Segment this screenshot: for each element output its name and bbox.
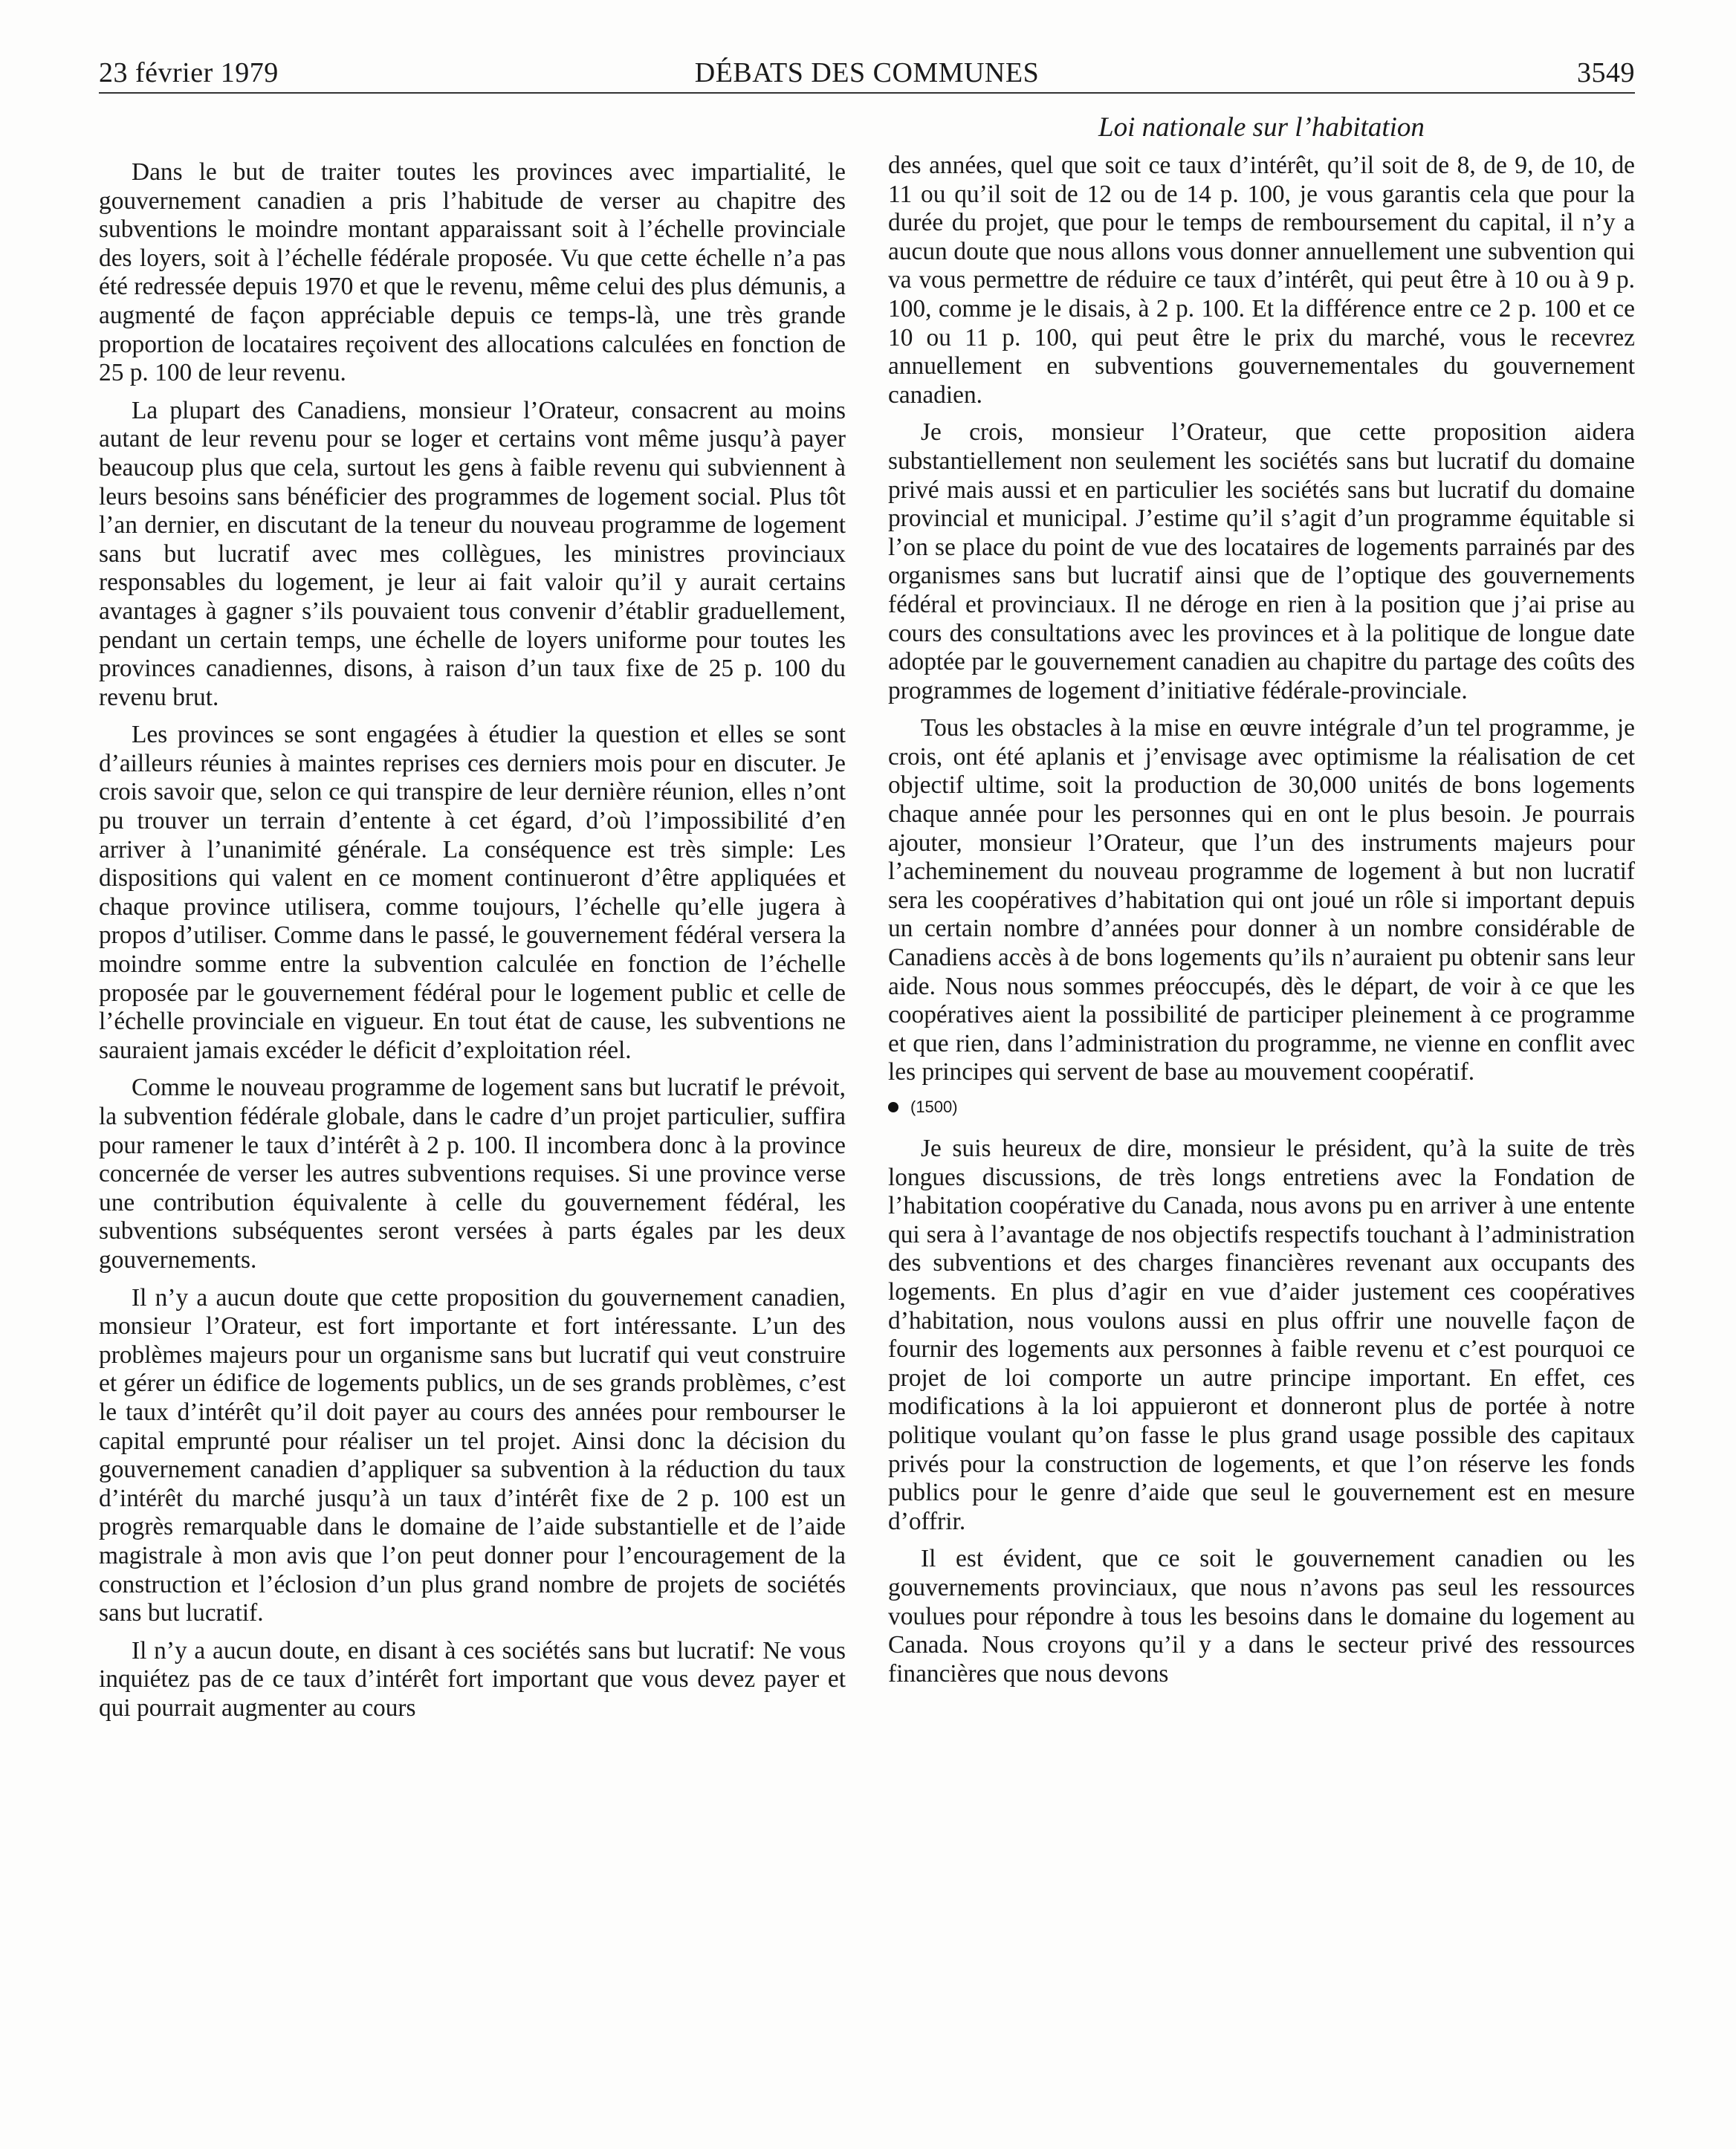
time-marker — [888, 1096, 1635, 1118]
right-column — [888, 152, 1635, 1697]
header-page-number: 3549 — [1577, 57, 1635, 88]
paragraph: Comme le nouveau programme de logement sans but lucratif le prévoit, la subvention fédérale globale, dans le cadre d’un projet particulier, suffira pour ramener le taux d’intérêt à 2 p. 100. Il incombera donc à la province concernée de verser les autres subventions requises. Si une province verse une contribution équivalente à celle du gouvernement fédéral, les subventions subséquentes seront versées à parts égales par les deux gouvernements. — [99, 1074, 846, 1274]
paragraph-continued: des années, quel que soit ce taux d’intérêt, qu’il soit de 8, de 9, de 10, de 11 ou qu’il soit de 12 ou de 14 p. 100, je vous garantis cela que pour la durée du projet, que pour le temps de remboursement du capital, il n’y a aucun doute que nous allons vous donner annuellement une subvention qui va vous permettre de réduire ce taux d’intérêt, qui peut être à 10 ou à 9 p. 100, comme je le disais, à 2 p. 100. Et la différence entre ce 2 p. 100 et ce 10 ou 11 p. 100, qui peut être le prix du marché, vous le recevrez annuellement en subventions gouvernementales du gouvernement canadien. — [888, 152, 1635, 409]
left-column — [99, 158, 846, 1731]
paragraph: Dans le but de traiter toutes les provinces avec impartialité, le gouvernement canadien a pris l’habitude de verser au chapitre des subventions le moindre montant apparaissant soit à l’échelle provinciale des loyers, soit à l’échelle fédérale proposée. Vu que cette échelle n’a pas été redressée depuis 1970 et que le revenu, même celui des plus démunis, a augmenté de façon appréciable depuis ce temps-là, une très grande proportion de locataires reçoivent des allocations calculées en fonction de 25 p. 100 de leur revenu. — [99, 158, 846, 387]
paragraph: Les provinces se sont engagées à étudier la question et elles se sont d’ailleurs réunies à maintes reprises ces derniers mois pour en discuter. Je crois savoir que, selon ce qui transpire de leur dernière réunion, elles n’ont pu trouver un terrain d’entente à cet égard, d’où l’impossibilité d’en arriver à l’unanimité générale. La conséquence est très simple: Les dispositions qui valent en ce moment continueront d’être appliquées et chaque province utilisera, comme toujours, l’échelle qu’elle jugera à propos d’utiliser. Comme dans le passé, le gouvernement fédéral versera la moindre somme entre la subvention calculée en fonction de l’échelle proposée par le gouvernement fédéral pour le logement public et celle de l’échelle provinciale en vigueur. En tout état de cause, les subventions ne sauraient jamais excéder le déficit d’exploitation réel. — [99, 721, 846, 1064]
header-title: DÉBATS DES COMMUNES — [694, 57, 1040, 88]
paragraph: Il n’y a aucun doute que cette proposition du gouvernement canadien, monsieur l’Orateur, est fort importante et fort intéressante. L’un des problèmes majeurs pour un organisme sans but lucratif qui veut construire et gérer un édifice de logements publics, un de ses grands problèmes, c’est le taux d’intérêt qu’il doit payer au cours des années pour rembourser le capital emprunté pour réaliser un tel projet. Ainsi donc la décision du gouvernement canadien d’appliquer sa subvention à la réduction du taux d’intérêt du marché jusqu’à un taux d’intérêt fixe de 2 p. 100 est un progrès remarquable dans le domaine de l’aide substantielle et de l’aide magistrale à mon avis que l’on peut donner pour l’encouragement de la construction et l’éclosion d’un plus grand nombre de projets de sociétés sans but lucratif. — [99, 1283, 846, 1627]
paragraph: Il n’y a aucun doute, en disant à ces sociétés sans but lucratif: Ne vous inquiétez pas de ce taux d’intérêt fort important que vous devez payer et qui pourrait augmenter au cours — [99, 1636, 846, 1722]
section-title: Loi nationale sur l’habitation — [1098, 112, 1425, 143]
paragraph: Tous les obstacles à la mise en œuvre intégrale d’un tel programme, je crois, ont été aplanis et j’envisage avec optimisme la réalisation de cet objectif ultime, soit la production de 30,000 unités de bons logements chaque année pour les personnes qui en ont le plus besoin. Je pourrais ajouter, monsieur l’Orateur, que l’un des instruments majeurs pour l’acheminement du nouveau programme de logement à but non lucratif sera les coopératives d’habitation qui ont joué un rôle si important depuis un certain nombre d’années pour donner à un nombre considérable de Canadiens accès à de bons logements qu’ils n’auraient pu obtenir sans leur aide. Nous nous sommes préoccupés, dès le départ, de voir à ce que les coopératives aient la possibilité de participer pleinement à ce programme et que rien, dans l’administration du programme, ne vienne en conflit avec les principes qui servent de base au mouvement coopératif. — [888, 714, 1635, 1086]
time-marker-label: (1500) — [910, 1098, 958, 1116]
paragraph: Je crois, monsieur l’Orateur, que cette proposition aidera substantiellement non seulement les sociétés sans but lucratif du domaine privé mais aussi et en particulier les sociétés sans but lucratif du domaine provincial et municipal. J’estime qu’il s’agit d’un programme équitable si l’on se place du point de vue des locataires de logements parrainés par des organismes sans but lucratif ainsi que de l’optique des gouvernements fédéral et provinciaux. Il ne déroge en rien à la position que j’ai prise au cours des consultations avec les provinces et à la politique de longue date adoptée par le gouvernement canadien au chapitre du partage des coûts des programmes de logement d’initiative fédérale-provinciale. — [888, 418, 1635, 704]
running-header — [99, 54, 1635, 94]
paragraph: Je suis heureux de dire, monsieur le président, qu’à la suite de très longues discussions, de très longs entretiens avec la Fondation de l’habitation coopérative du Canada, nous avons pu en arriver à une entente qui sera à l’avantage de nos objectifs respectifs touchant à l’administration des subventions et des charges financières revenant aux occupants des logements. En plus d’agir en vue d’aider justement ces coopératives d’habitation, nous voulons aussi en plus offrir une nouvelle façon de fournir des logements aux personnes à faible revenu et c’est pourquoi ce projet de loi comporte un autre principe important. En effet, ces modifications à la loi appuieront et donneront plus de portée à notre politique voulant qu’on fasse le plus grand usage possible des capitaux privés pour la construction de logements, et que l’on réserve les fonds publics pour le genre d’aide que seul le gouvernement est en mesure d’offrir. — [888, 1135, 1635, 1535]
header-date: 23 février 1979 — [99, 57, 279, 88]
bullet-icon — [888, 1102, 898, 1112]
paragraph: Il est évident, que ce soit le gouvernement canadien ou les gouvernements provinciaux, que nous n’avons pas seul les ressources voulues pour répondre à tous les besoins dans le domaine du logement au Canada. Nous croyons qu’il y a dans le secteur privé des ressources financières que nous devons — [888, 1545, 1635, 1688]
paragraph: La plupart des Canadiens, monsieur l’Orateur, consacrent au moins autant de leur revenu pour se loger et certains vont même jusqu’à payer beaucoup plus que cela, surtout les gens à faible revenu qui subviennent à leurs besoins sans bénéficier des programmes de logement social. Plus tôt l’an dernier, en discutant de la teneur du nouveau programme de logement sans but lucratif avec mes collègues, les ministres provinciaux responsables du logement, je leur ai fait valoir qu’il y aurait certains avantages à gagner s’ils pouvaient tous convenir d’établir graduellement, pendant un certain temps, une échelle de loyers uniforme pour toutes les provinces canadiennes, disons, à raison d’un taux fixe de 25 p. 100 du revenu brut. — [99, 396, 846, 711]
